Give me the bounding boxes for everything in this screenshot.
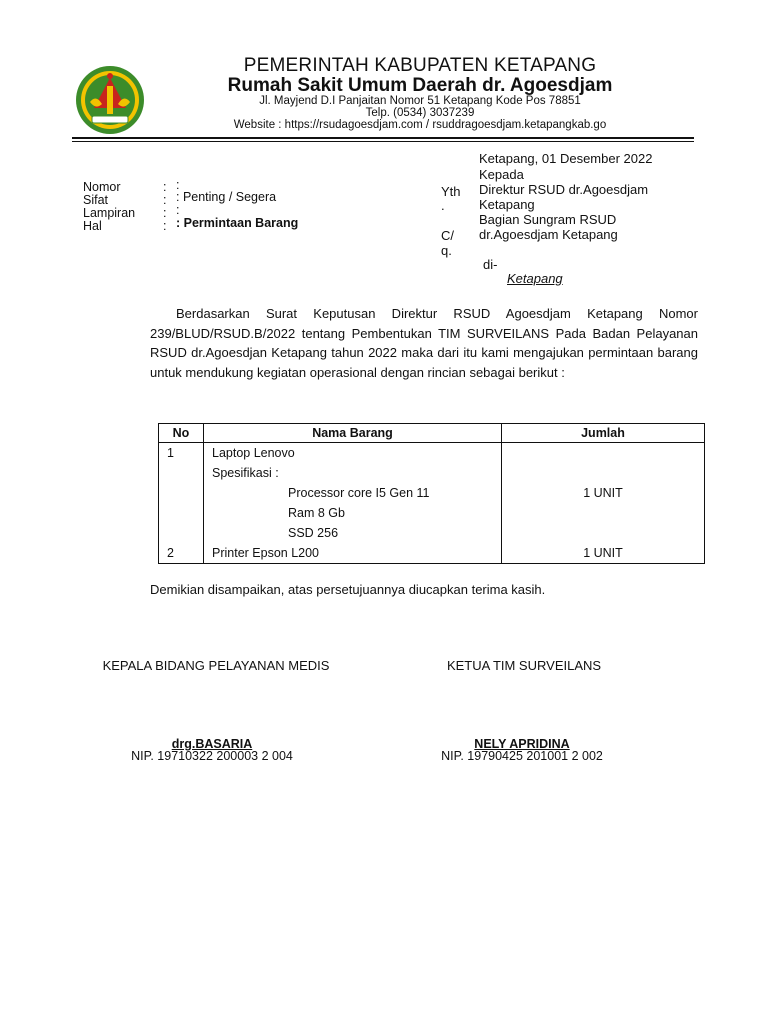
- recipient-line-1: Direktur RSUD dr.Agoesdjam: [479, 182, 649, 197]
- recipient-line-2: Ketapang: [479, 197, 535, 212]
- header-no: No: [159, 424, 204, 443]
- hal-value: : Permintaan Barang: [176, 216, 299, 230]
- sifat-value: : Penting / Segera: [176, 190, 277, 204]
- left-signatory-title: KEPALA BIDANG PELAYANAN MEDIS: [102, 658, 330, 673]
- kepada-label: Kepada: [479, 167, 524, 182]
- right-signatory-name: NELY APRIDINA: [474, 737, 570, 751]
- hospital-phone: Telp. (0534) 3037239: [365, 107, 475, 119]
- nomor-label: Nomor: [83, 180, 121, 194]
- cc-recipient-line-1: Bagian Sungram RSUD: [479, 212, 617, 227]
- yth-label: Yth: [441, 184, 461, 199]
- hospital-address: Jl. Mayjend D.I Panjaitan Nomor 51 Ketapang Kode Pos 78851: [259, 95, 581, 107]
- letter-date: Ketapang, 01 Desember 2022: [479, 151, 653, 166]
- cc-label-q: q.: [441, 243, 452, 258]
- header-jumlah: Jumlah: [502, 424, 705, 443]
- lampiran-label: Lampiran: [83, 206, 136, 220]
- body-paragraph-text: Berdasarkan Surat Keputusan Direktur RSUD Agoesdjam Ketapang Nomor 239/BLUD/RSUD.B/2022 tentang Pembentukan TIM SURVEILANS Pada Badan Pelayanan RSUD dr.Agoesdjan Ketapang tahun 2022 maka dari itu kami mengajukan permintaan barang untuk mendukung kegiatan operasional dengan rincian sebagai berikut :: [150, 306, 698, 380]
- row-1-spec-processor: Processor core I5 Gen 11: [288, 486, 430, 500]
- header-rule-thick: [72, 137, 694, 139]
- body-paragraph: [150, 304, 698, 382]
- table-header-row: [159, 424, 705, 443]
- row-2-name: Printer Epson L200: [212, 546, 320, 560]
- lampiran-value: :: [176, 203, 180, 217]
- government-name: PEMERINTAH KABUPATEN KETAPANG: [243, 55, 597, 76]
- yth-dot: .: [441, 198, 445, 213]
- cc-label: C/: [441, 228, 454, 243]
- left-signatory-name: drg.BASARIA: [171, 737, 253, 751]
- hal-label: Hal: [83, 219, 102, 233]
- row-1-name: Laptop Lenovo: [212, 446, 295, 460]
- row-2-no: 2: [167, 546, 174, 560]
- items-table: [158, 423, 705, 564]
- table-row: [159, 443, 705, 544]
- regency-emblem-icon: [74, 64, 146, 136]
- left-signatory-nip: NIP. 19710322 200003 2 004: [131, 749, 293, 763]
- lampiran-colon: :: [163, 206, 167, 220]
- destination-city: Ketapang: [507, 271, 563, 286]
- row-1-spec-ssd: SSD 256: [288, 526, 339, 540]
- header-rule-thin: [72, 141, 694, 142]
- hospital-website: Website : https://rsudagoesdjam.com / rsuddragoesdjam.ketapangkab.go: [233, 119, 607, 131]
- row-2-qty: 1 UNIT: [583, 546, 623, 560]
- sifat-label: Sifat: [83, 193, 109, 207]
- di-label: di-: [483, 257, 498, 272]
- right-signatory-nip: NIP. 19790425 201001 2 002: [441, 749, 603, 763]
- row-1-no: 1: [167, 446, 174, 460]
- closing-sentence: Demikian disampaikan, atas persetujuannya diucapkan terima kasih.: [150, 582, 546, 597]
- table-row: [159, 543, 705, 564]
- right-signatory-title: KETUA TIM SURVEILANS: [446, 658, 602, 673]
- cc-recipient-line-2: dr.Agoesdjam Ketapang: [479, 227, 618, 242]
- row-1-qty: 1 UNIT: [583, 486, 623, 500]
- hospital-name: Rumah Sakit Umum Daerah dr. Agoesdjam: [227, 75, 613, 96]
- nomor-value: :: [176, 178, 180, 192]
- nomor-colon: :: [163, 180, 167, 194]
- row-1-spec-label: Spesifikasi :: [212, 466, 279, 480]
- sifat-colon: :: [163, 193, 167, 207]
- header-nama-barang: Nama Barang: [204, 424, 502, 443]
- hal-colon: :: [163, 219, 167, 233]
- row-1-spec-ram: Ram 8 Gb: [288, 506, 345, 520]
